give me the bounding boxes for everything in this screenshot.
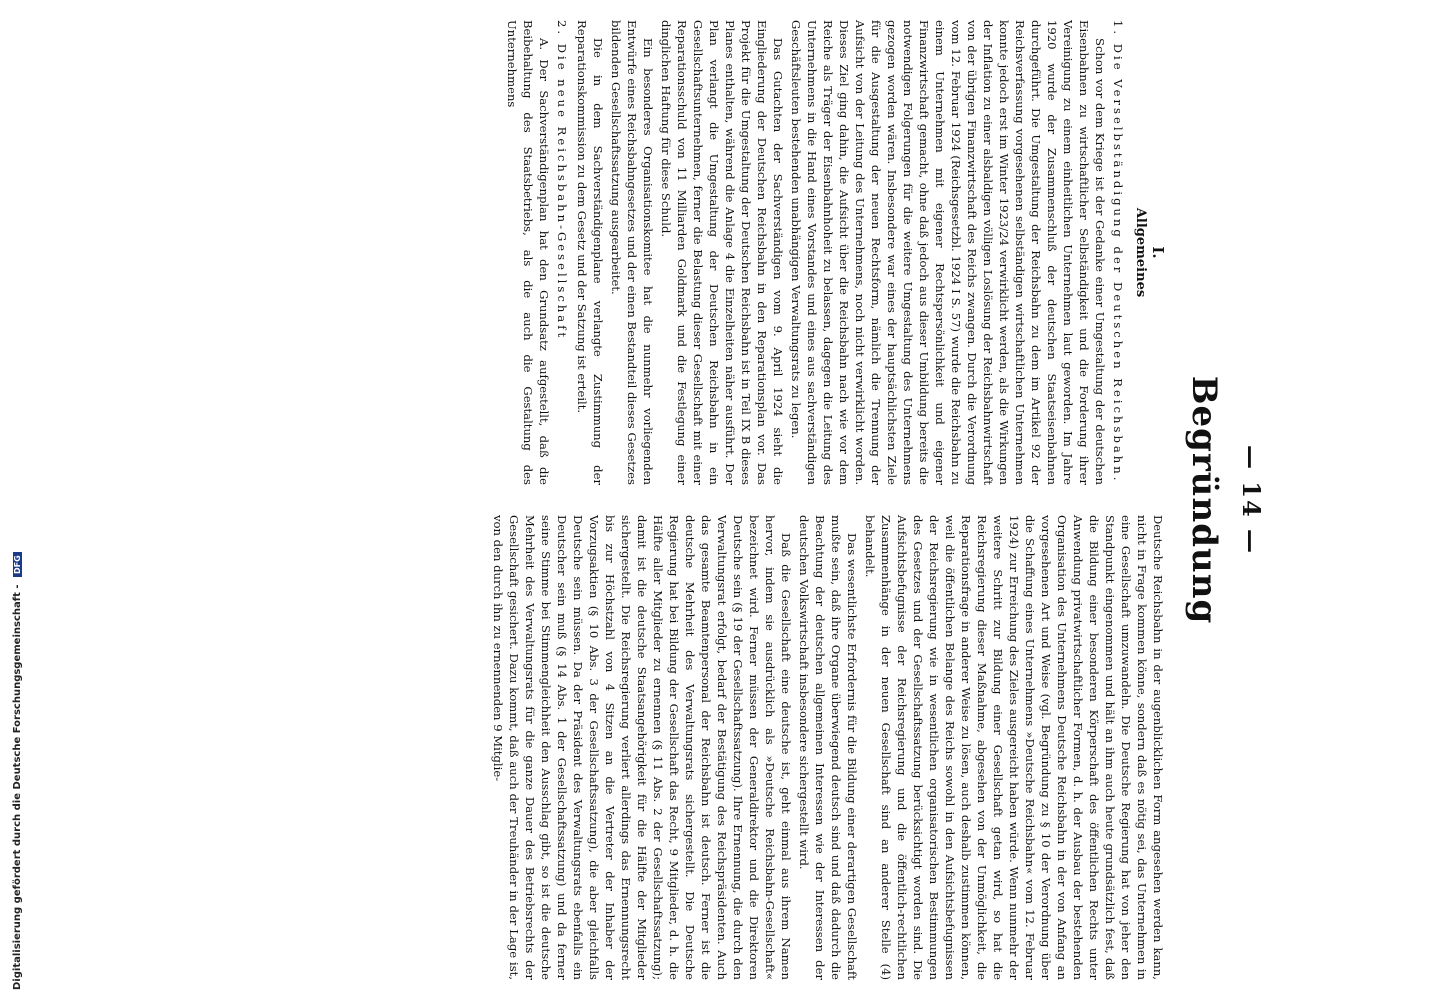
credit-text: Digitalisierung gefördert durch die Deutsche Forschungsgemeinschaft - [12,584,23,990]
rotated-page [96,0,1276,1000]
paragraph: Daß die Gesellschaft eine deutsche ist, geht einmal aus ihrem Namen hervor, indem sie ausdrücklich als »Deutsche Reichsbahn-Gesellschaft« bezeichnet wird. Ferner müssen der Generaldirektor und die Direktoren Deutsche sein (§ 19 der Gesellschaftssatzung). Ihre Ernennung, die durch den Verwaltungsrat erfolgt, bedarf der Bestätigung des Reichspräsidenten. Auch das gesamte Beamtenpersonal der Reichsbahn ist deutsch. Ferner ist die deutsche Mehrheit des Verwaltungsrats sichergestellt. Die Deutsche Regierung hat bei Bildung der Gesellschaft das Recht, 9 Mitglieder, d. h. die Hälfte aller Mitglieder zu ernennen (§ 11 Abs. 2 der Gesellschaftssatzung); damit ist die deutsche Staatsangehörigkeit für die Hälfte der Mitglieder sichergestellt. Die Reichsregierung verliert allerdings das Ernennungsrecht bis zur Höchstzahl von 4 Sitzen an die Vertreter der Inhaber der Vorzugsaktien (§ 10 Abs. 3 der Gesellschaftssatzung), die aber gleichfalls Deutsche sein müssen. Da der Präsident des Verwaltungsrats ebenfalls ein Deutscher sein muß (§ 14 Abs. 1 der Gesellschaftssatzung) und da ferner seine Stimme bei Stimmengleichheit den Ausschlag gibt, so ist die deutsche Mehrheit des Verwaltungsrats für die ganze Dauer des Betriebsrechts der Gesellschaft gesichert. Dazu kommt, daß auch der Treuhänder in der Lage ist, von den durch ihn zu ernennenden 9 Mitglie- [491,515,793,980]
document-title: Begründung [1184,375,1224,625]
paragraph: Deutsche Reichsbahn in der augenblicklichen Form angesehen werden kann, nicht in Frage kommen könne, sondern daß es nötig sei, das Unternehmen in eine Gesellschaft umzuwandeln. Die Deutsche Regierung hat von jeher den Standpunkt eingenommen und hält an ihm auch heute grundsätzlich fest, daß die Bildung einer besonderen Körperschaft des öffentlichen Rechts unter Anwendung privatwirtschaftlicher Formen, d. h. der Ausbau der bestehenden Organisation des Unternehmens Deutsche Reichsbahn in der von Anfang an vorgesehenen Art und Weise (vgl. Begründung zu § 10 der Verordnung über die Schaffung eines Unternehmens »Deutsche Reichsbahn« vom 12. Februar 1924) zur Erreichung des Zieles ausgereicht haben würde. Wenn nunmehr der weitere Schritt zur Bildung einer Gesellschaft getan wird, so hat die Reichsregierung dieser Maßnahme, abgesehen von der Unmöglichkeit, die Reparationsfrage in anderer Weise zu lösen, auch deshalb zustimmen können, weil die öffentlichen Belange des Reichs sowohl in den Aufsichtsbefugnissen der Reichsregierung wie in wesentlichen organisatorischen Bestimmungen des Gesetzes und der Gesellschaftssatzung berücksichtigt worden sind. Die Aufsichtsbefugnisse der Reichsregierung und die öffentlich-rechtlichen Zusammenhänge in der neuen Gesellschaft sind an anderer Stelle (4) behandelt. [863,515,1165,980]
paragraph: A. Der Sachverständigenplan hat den Grundsatz aufgestellt, daß die Beibehaltung des Staatsbetriebs, als die auch die Gestaltung des Unternehmens [505,20,551,485]
paragraph: Schon vor dem Kriege ist der Gedanke einer Umgestaltung der deutschen Eisenbahnen zu wirtschaftlicher Selbständigkeit und die Forderung ihrer Vereinigung zu einem einheitlichen Unternehmen laut geworden. Im Jahre 1920 wurde der Zusammenschluß der deutschen Staatseisenbahnen durchgeführt. Die Umgestaltung der Reichsbahn zu dem im Artikel 92 der Reichsverfassung vorgesehenen selbständigen wirtschaftlichen Unternehmen konnte jedoch erst im Winter 1923/24 verwirklicht werden, als die Wirkungen der Inflation zu einer alsbaldigen völligen Loslösung der Reichsbahnwirtschaft von der übrigen Finanzwirtschaft des Reichs zwangen. Durch die Verordnung vom 12. Februar 1924 (Reichsgesetzbl. 1924 I S. 57) wurde die Reichsbahn zu einem Unternehmen mit eigener Rechtspersönlichkeit und eigener Finanzwirtschaft gemacht, ohne daß jedoch aus dieser Umbildung bereits die notwendigen Folgerungen für die weitere Umgestaltung des Unternehmens gezogen worden wären. Insbesondere war eines der hauptsächlichsten Ziele für die Ausgestaltung der neuen Rechtsform, nämlich die Trennung der Aufsicht von der Leitung des Unternehmens, noch nicht verwirklicht worden. Dieses Ziel ging dahin, die Aufsicht über die Reichsbahn nach wie vor dem Reiche als Träger der Eisenbahnhoheit zu belassen, dagegen die Leitung des Unternehmens in die Hand eines Vorstandes und eines aus sachverständigen Geschäftsleuten bestehenden unabhängigen Verwaltungsrats zu legen. [789,20,1107,485]
paragraph: Ein besonderes Organisationskomitee hat die nunmehr vorliegenden Entwürfe eines Reichsbahngesetzes und der einen Bestandteil dieses Gesetzes bildenden Gesellschaftssatzung ausgearbeitet. [609,20,655,485]
right-column [488,515,1166,980]
subsection-heading-1: 1. Die Verselbständigung der Deutschen Reichsbahn. [1111,20,1125,484]
paragraph: Das Gutachten der Sachverständigen vom 9. April 1924 sieht die Eingliederung der Deutschen Reichsbahn in den Reparationsplan vor. Das Projekt für die Umgestaltung der Deutschen Reichsbahn ist in Teil IX B dieses Planes enthalten, während die Anlage 4 die Einzelheiten näher ausführt. Der Plan verlangt die Umgestaltung der Deutschen Reichsbahn in ein Gesellschaftsunternehmen, ferner die Belastung dieser Gesellschaft mit einer Reparationsschuld von 11 Milliarden Goldmark und die Festlegung einer dinglichen Haftung für diese Schuld. [659,20,785,485]
left-column [502,20,1166,485]
page-number: — 14 — [1237,444,1266,556]
page-header [1184,0,1266,1000]
section-number: I. [1149,246,1167,259]
dfg-logo: DFG [13,552,22,577]
paragraph: Das wesentlichste Erfordernis für die Bildung einer derartigen Gesellschaft mußte sein, daß ihre Organe überwiegend deutsch sind und daß dadurch die Beachtung der deutschen allgemeinen Interessen wie der Interessen der deutschen Volkswirtschaft insbesondere sichergestellt wird. [797,515,859,980]
paragraph: Die in dem Sachverständigenplane verlangte Zustimmung der Reparationskommission zu dem Gesetz und der Satzung ist erteilt. [575,20,605,485]
subsection-heading-2: 2. Die neue Reichsbahn-Gesellschaft [555,20,569,341]
digitization-credit [12,0,28,990]
section-title: Allgemeines [1133,207,1148,298]
